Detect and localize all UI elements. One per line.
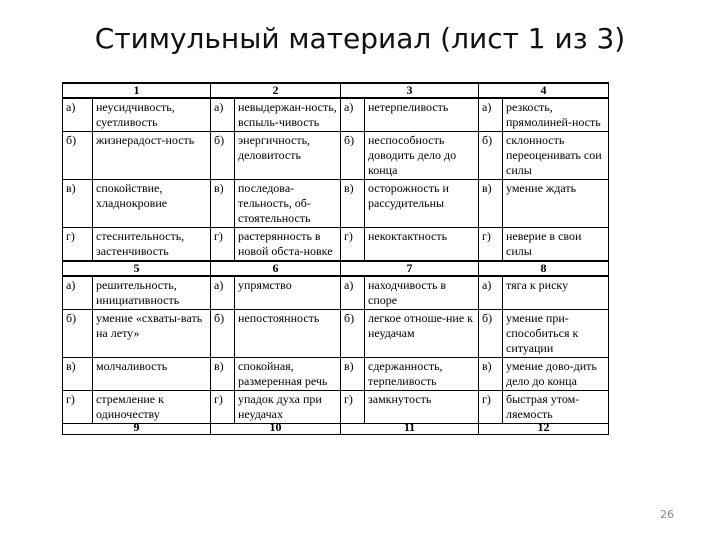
option-text: тяга к риску <box>503 276 609 310</box>
slide-title: Стимульный материал (лист 1 из 3) <box>94 22 626 55</box>
option-text: невыдержан-ность, вспыль-чивость <box>235 98 341 132</box>
option-text: неусидчивость, суетливость <box>93 98 211 132</box>
column-number: 4 <box>479 83 609 98</box>
option-text: легкое отноше-ние к неудачам <box>365 310 479 358</box>
option-letter: г) <box>479 391 503 424</box>
option-letter: а) <box>63 98 93 132</box>
option-text: растерянность в новой обста-новке <box>235 228 341 262</box>
option-letter: г) <box>211 228 235 262</box>
option-letter: а) <box>479 98 503 132</box>
column-number: 2 <box>211 83 341 98</box>
option-text: непостоянность <box>235 310 341 358</box>
column-number: 8 <box>479 261 609 276</box>
option-letter: в) <box>341 358 365 391</box>
option-letter: а) <box>211 98 235 132</box>
option-letter: г) <box>63 391 93 424</box>
option-letter: г) <box>341 391 365 424</box>
option-text: находчивость в споре <box>365 276 479 310</box>
option-text: спокойная, размеренная речь <box>235 358 341 391</box>
table-row <box>63 98 609 132</box>
option-letter: б) <box>63 310 93 358</box>
option-text: некоктактность <box>365 228 479 262</box>
option-text: замкнутость <box>365 391 479 424</box>
option-letter: в) <box>479 180 503 228</box>
option-text: умение ждать <box>503 180 609 228</box>
option-text: жизнерадост-ность <box>93 132 211 180</box>
option-text: спокойствие, хладнокровие <box>93 180 211 228</box>
option-letter: б) <box>341 132 365 180</box>
option-text: упрямство <box>235 276 341 310</box>
option-letter: б) <box>63 132 93 180</box>
cut-header-row <box>63 424 609 435</box>
table-row <box>63 391 609 424</box>
table-row <box>63 180 609 228</box>
option-text: стремление к одиночеству <box>93 391 211 424</box>
column-number: 5 <box>63 261 211 276</box>
option-text: решительность, инициативность <box>93 276 211 310</box>
column-number: 7 <box>341 261 479 276</box>
block-header-row <box>63 261 609 276</box>
option-text: умение «схваты-вать на лету» <box>93 310 211 358</box>
option-text: быстрая утом-ляемость <box>503 391 609 424</box>
column-number: 3 <box>341 83 479 98</box>
option-letter: б) <box>211 132 235 180</box>
option-text: энергичность, деловитость <box>235 132 341 180</box>
option-letter: в) <box>211 358 235 391</box>
option-text: стеснительность, застенчивость <box>93 228 211 262</box>
option-letter: а) <box>63 276 93 310</box>
column-number: 9 <box>133 420 140 434</box>
option-text: умение дово-дить дело до конца <box>503 358 609 391</box>
option-letter: в) <box>479 358 503 391</box>
page-number: 26 <box>660 508 674 521</box>
option-letter: в) <box>211 180 235 228</box>
option-letter: а) <box>211 276 235 310</box>
option-letter: а) <box>341 98 365 132</box>
option-text: неверие в свои силы <box>503 228 609 262</box>
option-text: нетерпеливость <box>365 98 479 132</box>
option-letter: а) <box>341 276 365 310</box>
table-row <box>63 310 609 358</box>
table-row <box>63 228 609 262</box>
table-row <box>63 358 609 391</box>
option-text: упадок духа при неудачах <box>235 391 341 424</box>
option-letter: б) <box>341 310 365 358</box>
column-number: 10 <box>269 420 282 434</box>
option-text: неспособность доводить дело до конца <box>365 132 479 180</box>
table-row <box>63 276 609 310</box>
option-text: последова-тельность, об-стоятельность <box>235 180 341 228</box>
block-header-row <box>63 83 609 98</box>
option-letter: б) <box>479 310 503 358</box>
option-text: умение при-способиться к ситуации <box>503 310 609 358</box>
option-letter: г) <box>211 391 235 424</box>
option-letter: г) <box>63 228 93 262</box>
option-letter: в) <box>341 180 365 228</box>
option-letter: г) <box>341 228 365 262</box>
column-number: 12 <box>537 420 550 434</box>
option-text: сдержанность, терпеливость <box>365 358 479 391</box>
column-number: 1 <box>63 83 211 98</box>
stimulus-sheet <box>62 82 618 470</box>
stimulus-table <box>62 82 609 435</box>
column-number: 11 <box>403 420 416 434</box>
option-text: осторожность и рассудительны <box>365 180 479 228</box>
option-letter: б) <box>479 132 503 180</box>
table-row <box>63 132 609 180</box>
option-letter: г) <box>479 228 503 262</box>
option-letter: б) <box>211 310 235 358</box>
option-text: склонность переоценивать сои силы <box>503 132 609 180</box>
option-text: молчаливость <box>93 358 211 391</box>
option-letter: а) <box>479 276 503 310</box>
option-letter: в) <box>63 180 93 228</box>
column-number: 6 <box>211 261 341 276</box>
option-letter: в) <box>63 358 93 391</box>
option-text: резкость, прямолиней-ность <box>503 98 609 132</box>
stimulus-body <box>63 83 609 435</box>
